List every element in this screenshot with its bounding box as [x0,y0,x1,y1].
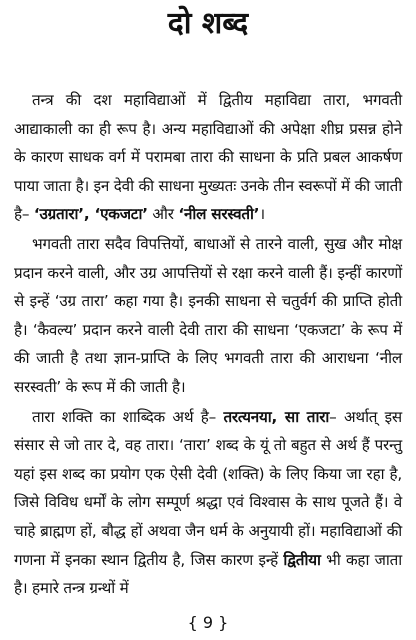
bold-run: तरत्यनया, सा तारा [223,407,330,426]
page-number: { 9 } [187,613,229,632]
text-run: । [259,205,265,224]
page-title: दो शब्द [167,6,249,41]
text-run: तन्त्र की दश महाविद्याओं में द्वितीय महाविद्या तारा, भगवती आद्याकाली का ही रूप है। अन्य महाविद्याओं की अपेक्षा शीघ्र प्रसन्न होने के कारण साधक वर्ग में परामबा तारा की साधना के प्रति प्रबल आकर्षण पाया जाता है। इन देवी की साधना मुख्यतः उनके तीन स्वरूपों में की जाती है– [14,91,402,224]
text-run: तारा शक्ति का शाब्दिक अर्थ है– [32,407,224,426]
text-run: और [147,205,179,224]
bold-run: ‘नील सरस्वती’ [178,205,260,224]
bold-run: ‘उग्रतारा’, ‘एकजटा’ [33,205,148,224]
paragraph-2 [14,230,402,402]
text-run: – अर्थात् इस संसार से जो तार दे, वह तारा। ‘तारा’ शब्द के यूं तो बहुत से अर्थ हैं परन्तु यहां इस शब्द का प्रयोग एक ऐसी देवी (शक्ति) के लिए किया जा रहा है, जिसे विविध धर्मों के लोग सम्पूर्ण श्रद्धा एवं विश्वास के साथ पूजते हैं। वे चाहे ब्राह्मण हों, बौद्ध हों अथवा जैन धर्म के अनुयायी हों। महाविद्याओं की गणना में इनका स्थान द्वितीय है, जिस कारण इन्हें [14,407,403,569]
text-run: भगवती तारा सदैव विपत्तियों, बाधाओं से तारने वाली, सुख और मोक्ष प्रदान करने वाली, और उग्र आपत्तियों से रक्षा करने वाली हैं। इन्हीं कारणों से इन्हें ‘उग्र तारा’ कहा गया है। इनकी साधना से चतुर्वर्ग की प्राप्ति होती है। ‘कैवल्य’ प्रदान करने वाली देवी तारा की साधना ‘एकजटा’ के रूप में की जाती है तथा ज्ञान-प्राप्ति के लिए भगवती तारा की आराधना ‘नील सरस्वती’ के रूप में की जाती है। [14,234,402,396]
text-run: भी कहा जाता है। हमारे तन्त्र ग्रन्थों में [14,550,402,598]
title-spacer [14,46,402,86]
bold-run: द्वितीया [283,550,321,569]
paragraph-3 [14,403,402,603]
paragraph-1 [14,86,402,229]
